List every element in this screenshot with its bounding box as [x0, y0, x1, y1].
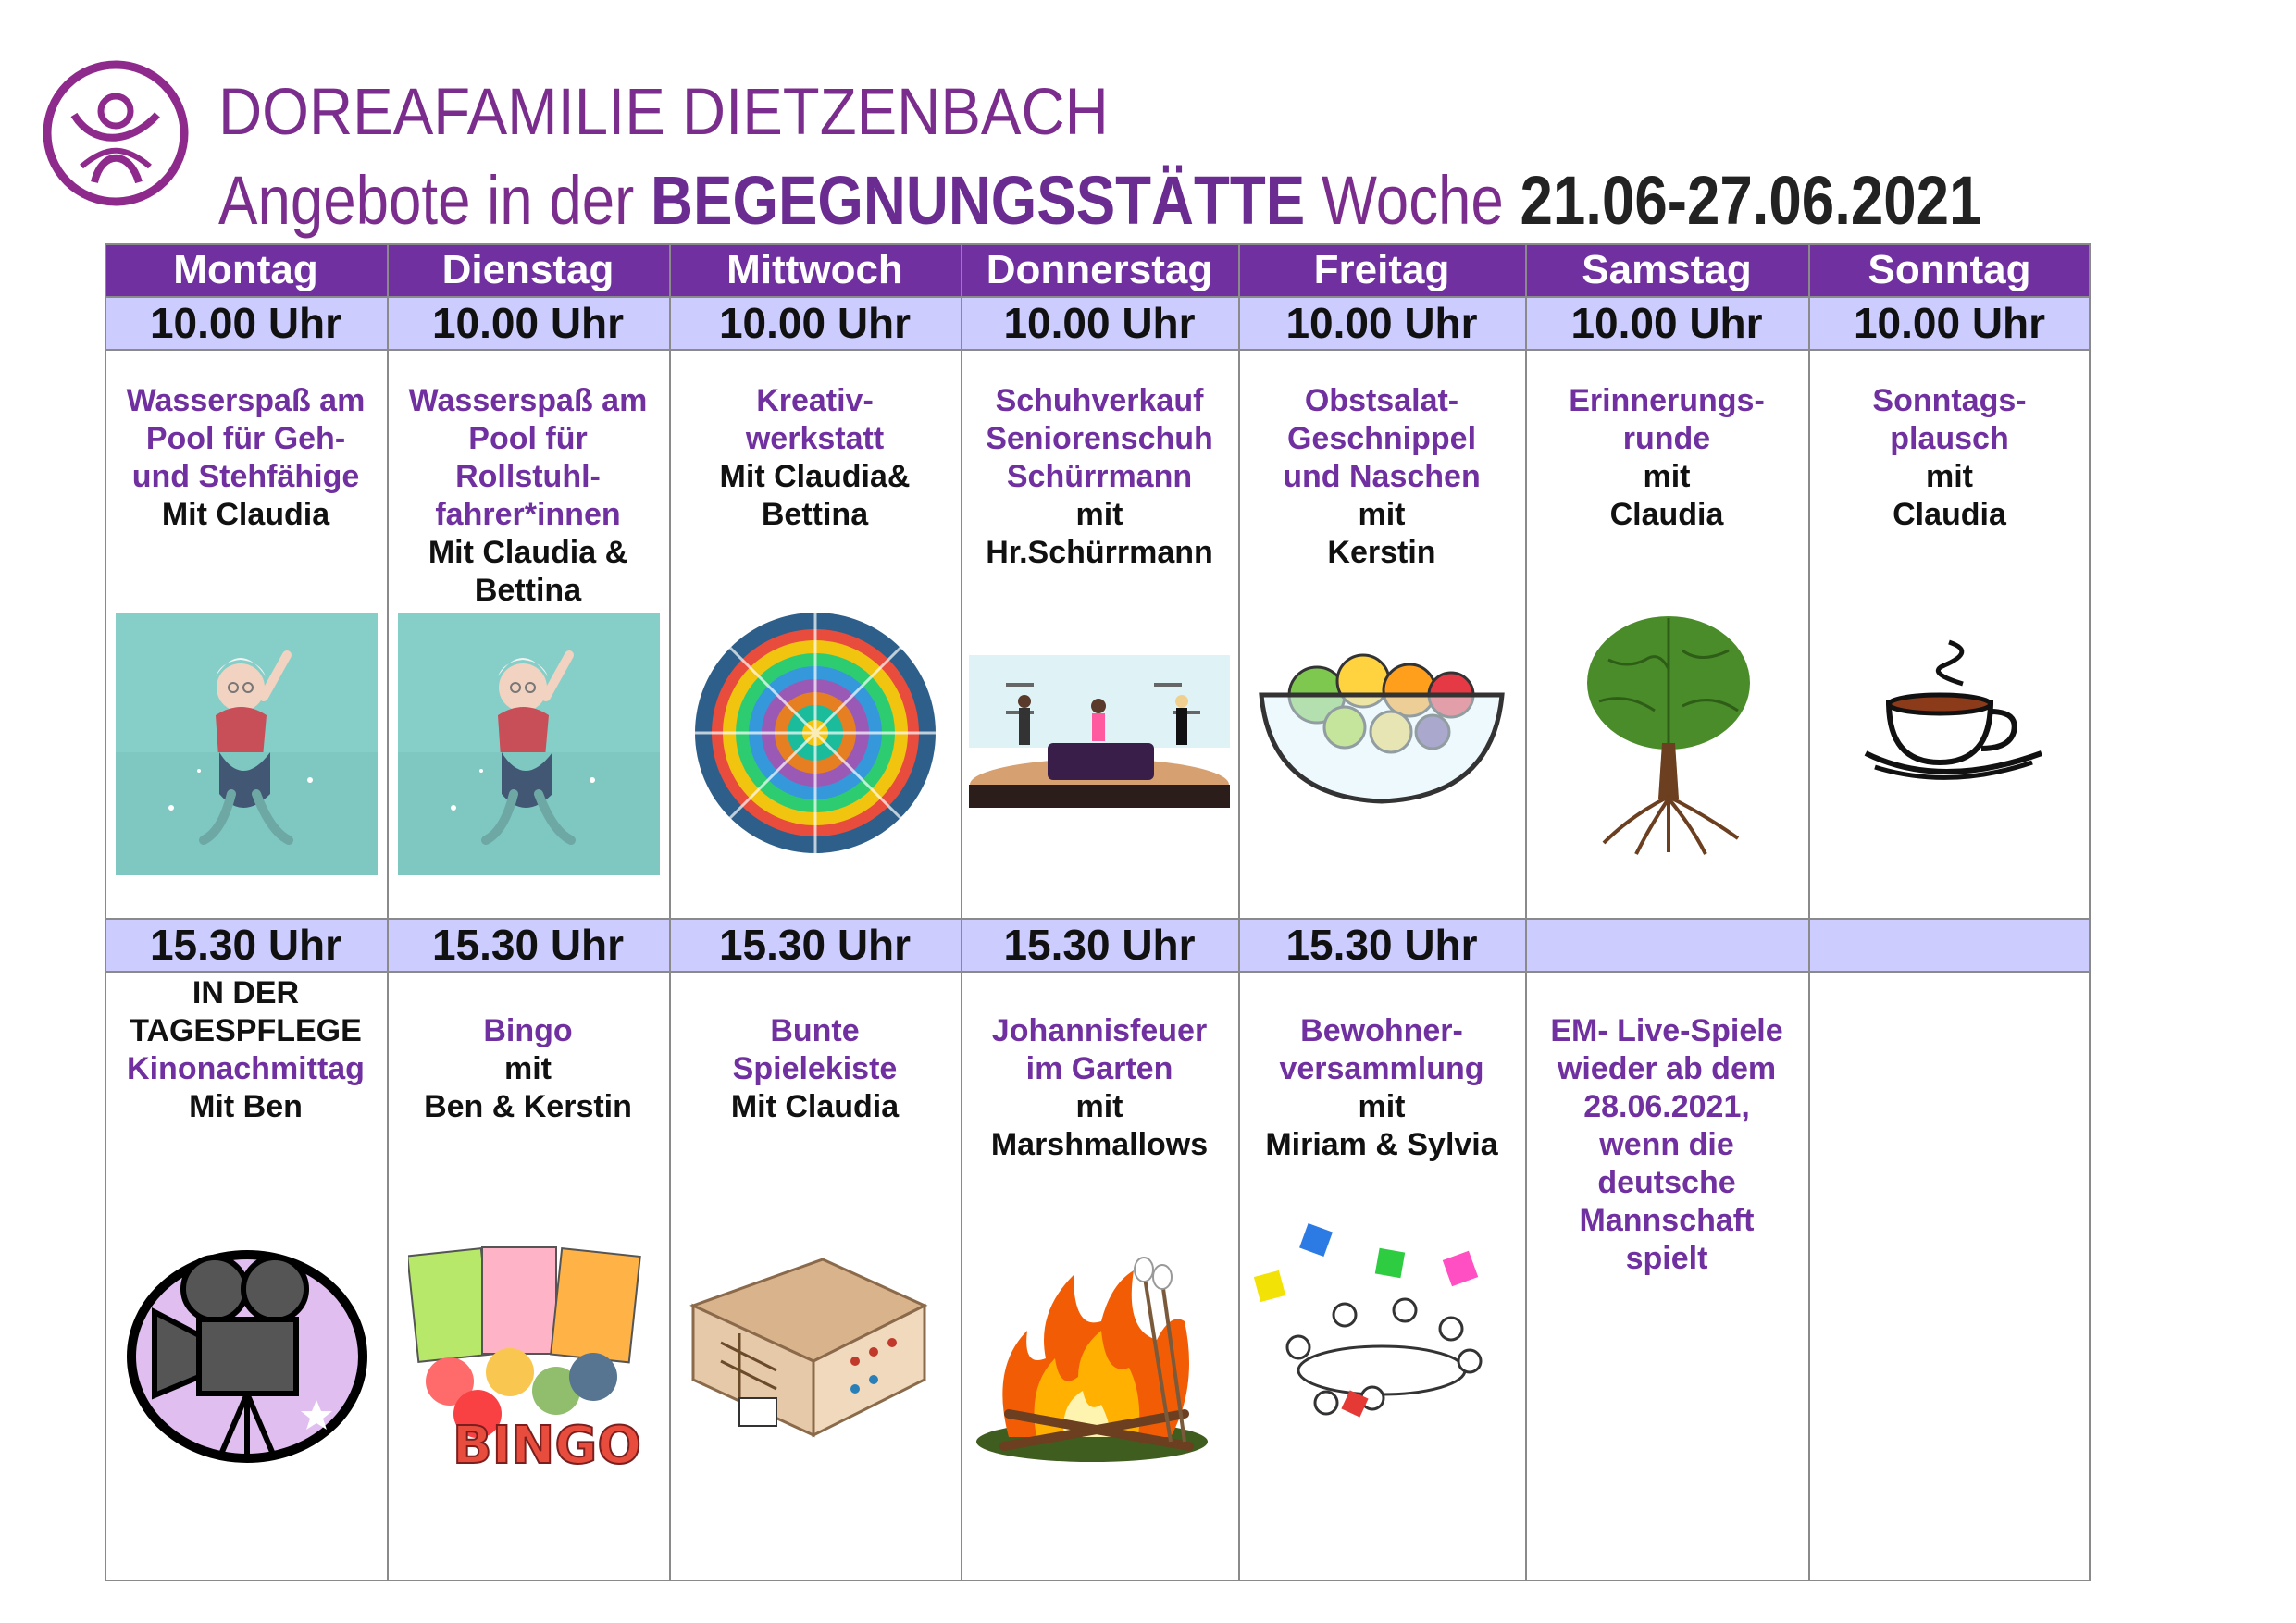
- activity-title: Bunte Spielekiste: [732, 1013, 898, 1086]
- activity-monday-morning: [105, 382, 387, 534]
- activity-title: Johannisfeuer im Garten: [991, 1013, 1208, 1086]
- activity-people: mit Ben & Kerstin: [424, 1051, 632, 1124]
- time-monday-afternoon: 15.30 Uhr: [149, 921, 342, 969]
- aqua-gym-senior-icon: [116, 613, 378, 875]
- time-wednesday-afternoon: 15.30 Uhr: [718, 921, 912, 969]
- activity-tuesday-afternoon: [387, 1012, 669, 1126]
- activity-saturday-afternoon: [1525, 1012, 1808, 1278]
- activity-monday-afternoon: [105, 974, 387, 1126]
- time-friday-morning: 10.00 Uhr: [1285, 299, 1478, 347]
- activity-title: Kreativ- werkstatt: [745, 383, 885, 456]
- activity-tuesday-morning: [387, 382, 669, 610]
- activity-sunday-morning: [1808, 382, 2091, 534]
- time-sunday-morning: 10.00 Uhr: [1853, 299, 2046, 347]
- time-saturday-afternoon: [1525, 919, 1808, 971]
- coffee-cup-icon: [1861, 638, 2046, 786]
- day-header-wednesday: Mittwoch: [726, 247, 903, 292]
- activity-title: Wasserspaß am Pool für Rollstuhl- fahrer*innen: [408, 383, 648, 532]
- activity-location: IN DER TAGESPFLEGE: [130, 975, 362, 1048]
- activity-wednesday-morning: [669, 382, 961, 534]
- time-tuesday-morning: 10.00 Uhr: [431, 299, 625, 347]
- day-header-friday: Freitag: [1313, 247, 1450, 292]
- activity-title: Obstsalat- Geschnippel und Naschen: [1283, 383, 1481, 494]
- activity-people: mit Marshmallows: [990, 1089, 1209, 1162]
- bingo-icon: [408, 1243, 653, 1474]
- activity-people: mit Claudia: [1609, 459, 1724, 532]
- activity-title: Schuhverkauf Seniorenschuh Schürrmann: [986, 383, 1213, 494]
- bonfire-icon: [972, 1257, 1227, 1469]
- activity-friday-afternoon: [1238, 1012, 1525, 1164]
- activity-people: Mit Claudia: [161, 497, 330, 532]
- aqua-gym-senior-icon: [398, 613, 660, 875]
- activity-thursday-morning: [961, 382, 1238, 572]
- time-monday-morning: 10.00 Uhr: [149, 299, 342, 347]
- activity-people: mit Kerstin: [1327, 497, 1436, 570]
- activity-title: Erinnerungs- runde: [1569, 383, 1765, 456]
- weekly-schedule-table: [105, 243, 2091, 1581]
- time-sunday-afternoon: [1808, 919, 2091, 971]
- activity-friday-morning: [1238, 382, 1525, 572]
- puzzle-meeting-icon: [1252, 1213, 1509, 1435]
- activity-title: Kinonachmittag: [127, 1051, 365, 1086]
- activity-title: EM- Live-Spiele wieder ab dem 28.06.2021, wenn die deutsche Mannschaft spielt: [1550, 1013, 1783, 1276]
- day-header-saturday: Samstag: [1582, 247, 1752, 292]
- activity-title: Wasserspaß am Pool für Geh- und Stehfähige: [126, 383, 366, 494]
- day-header-thursday: Donnerstag: [986, 247, 1213, 292]
- time-thursday-morning: 10.00 Uhr: [1003, 299, 1196, 347]
- activity-saturday-morning: [1525, 382, 1808, 534]
- activity-title: Bewohner- versammlung: [1279, 1013, 1484, 1086]
- week-subtitle: Angebote in der BEGEGNUNGSSTÄTTE Woche 21.06-27.06.2021: [218, 162, 1982, 239]
- activity-title: Bingo: [483, 1013, 573, 1048]
- time-friday-afternoon: 15.30 Uhr: [1285, 921, 1478, 969]
- fruit-bowl-icon: [1252, 639, 1511, 811]
- activity-title: Sonntags- plausch: [1872, 383, 2027, 456]
- activity-wednesday-afternoon: [669, 1012, 961, 1126]
- day-header-tuesday: Dienstag: [441, 247, 614, 292]
- shoe-shop-icon: [969, 655, 1230, 808]
- activity-people: mit Claudia: [1893, 459, 2006, 532]
- activity-people: Mit Claudia& Bettina: [719, 459, 911, 532]
- time-tuesday-afternoon: 15.30 Uhr: [431, 921, 625, 969]
- activity-thursday-afternoon: [961, 1012, 1238, 1164]
- activity-people: Mit Claudia: [730, 1089, 900, 1124]
- bingo-logo-text: BINGO: [453, 1416, 641, 1474]
- mandala-icon: [693, 611, 938, 856]
- movie-camera-icon: [127, 1238, 367, 1474]
- activity-people: Mit Ben: [189, 1089, 303, 1124]
- time-wednesday-morning: 10.00 Uhr: [718, 299, 912, 347]
- activity-people: mit Hr.Schürrmann: [986, 497, 1213, 570]
- activity-people: mit Miriam & Sylvia: [1265, 1089, 1498, 1162]
- time-thursday-afternoon: 15.30 Uhr: [1003, 921, 1196, 969]
- day-header-sunday: Sonntag: [1868, 247, 2031, 292]
- time-saturday-morning: 10.00 Uhr: [1570, 299, 1763, 347]
- day-header-monday: Montag: [173, 247, 318, 292]
- board-games-icon: [684, 1250, 932, 1440]
- dorea-logo: [37, 57, 194, 210]
- organization-title: DOREAFAMILIE DIETZENBACH: [218, 76, 1109, 149]
- activity-people: Mit Claudia & Bettina: [428, 535, 628, 608]
- brain-tree-icon: [1581, 613, 1756, 863]
